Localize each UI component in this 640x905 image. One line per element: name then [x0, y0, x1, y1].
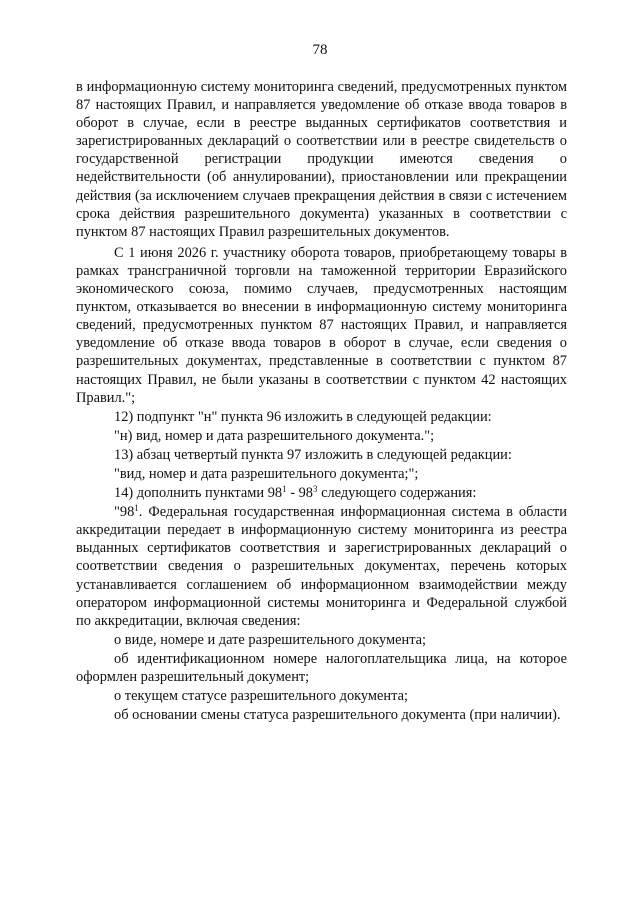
paragraph-june-2026: С 1 июня 2026 г. участнику оборота товаров, приобретающему товары в рамках трансграничной торговли на таможенной территории Евразийского экономического союза, помимо случаев, предусмотренных настоящим пунктом, отказывается во внесении в информационную систему мониторинга сведений, предусмотренных пунктом 87 настоящих Правил, и направляется уведомление об отказе ввода товаров в оборот в случае, если сведения о разрешительных документах, представленные в соответствии с пунктом 87 настоящих Правил, не были указаны в соответствии с пунктом 42 настоящих Правил.";: [76, 244, 567, 406]
paragraph-continuation: в информационную систему мониторинга сведений, предусмотренных пунктом 87 настоящих Правил, и направляется уведомление об отказе ввода товаров в оборот в случае, если в реестре выданных сертификатов соответствия и зарегистрированных деклараций о соответствии или в реестре свидетельств о государственной регистрации продукции имеются сведения о недействительности (об аннулировании), приостановлении или прекращении действия (за исключением случаев прекращения действия в связи с истечением срока действия разрешительного документа) указанных в соответствии с пунктом 87 настоящих Правил разрешительных документов.: [76, 79, 567, 240]
item-14-sup-3: 3: [312, 484, 318, 495]
item-14-middle: - 98: [286, 485, 313, 502]
paragraph-item-14: [76, 484, 567, 502]
document-body: [76, 78, 567, 724]
item-14-before: 14) дополнить пунктами 98: [114, 485, 283, 502]
paragraph-info-inn: об идентификационном номере налогоплательщика лица, на которое оформлен разрешительный документ;: [76, 650, 567, 685]
p98-before: "98: [114, 504, 135, 521]
paragraph-info-type: о виде, номере и дате разрешительного документа;: [114, 631, 427, 648]
item-14-sup-1: 1: [282, 484, 287, 495]
paragraph-item-13: 13) абзац четвертый пункта 97 изложить в следующей редакции:: [114, 446, 512, 463]
p98-after: . Федеральная государственная информационная система в области аккредитации передает в информационную систему мониторинга из реестра выданных сертификатов соответствия и зарегистрированных деклараций о соответствии сведения о разрешительных документах, перечень которых устанавливается соглашением об информационном взаимодействии между оператором информационной системы мониторинга и Федеральной службой по аккредитации, включая сведения:: [76, 504, 567, 629]
paragraph-98-1: [76, 503, 567, 630]
paragraph-item-12-text: "н) вид, номер и дата разрешительного документа.";: [114, 427, 435, 444]
paragraph-item-13-text: "вид, номер и дата разрешительного документа;";: [114, 465, 419, 482]
paragraph-item-12: 12) подпункт "н" пункта 96 изложить в следующей редакции:: [114, 408, 492, 425]
paragraph-info-reason: об основании смены статуса разрешительного документа (при наличии).: [114, 707, 561, 724]
item-14-after: следующего содержания:: [317, 485, 477, 502]
paragraph-info-status: о текущем статусе разрешительного документа;: [114, 688, 408, 705]
page-number: 78: [312, 42, 328, 58]
p98-sup: 1: [134, 503, 139, 514]
